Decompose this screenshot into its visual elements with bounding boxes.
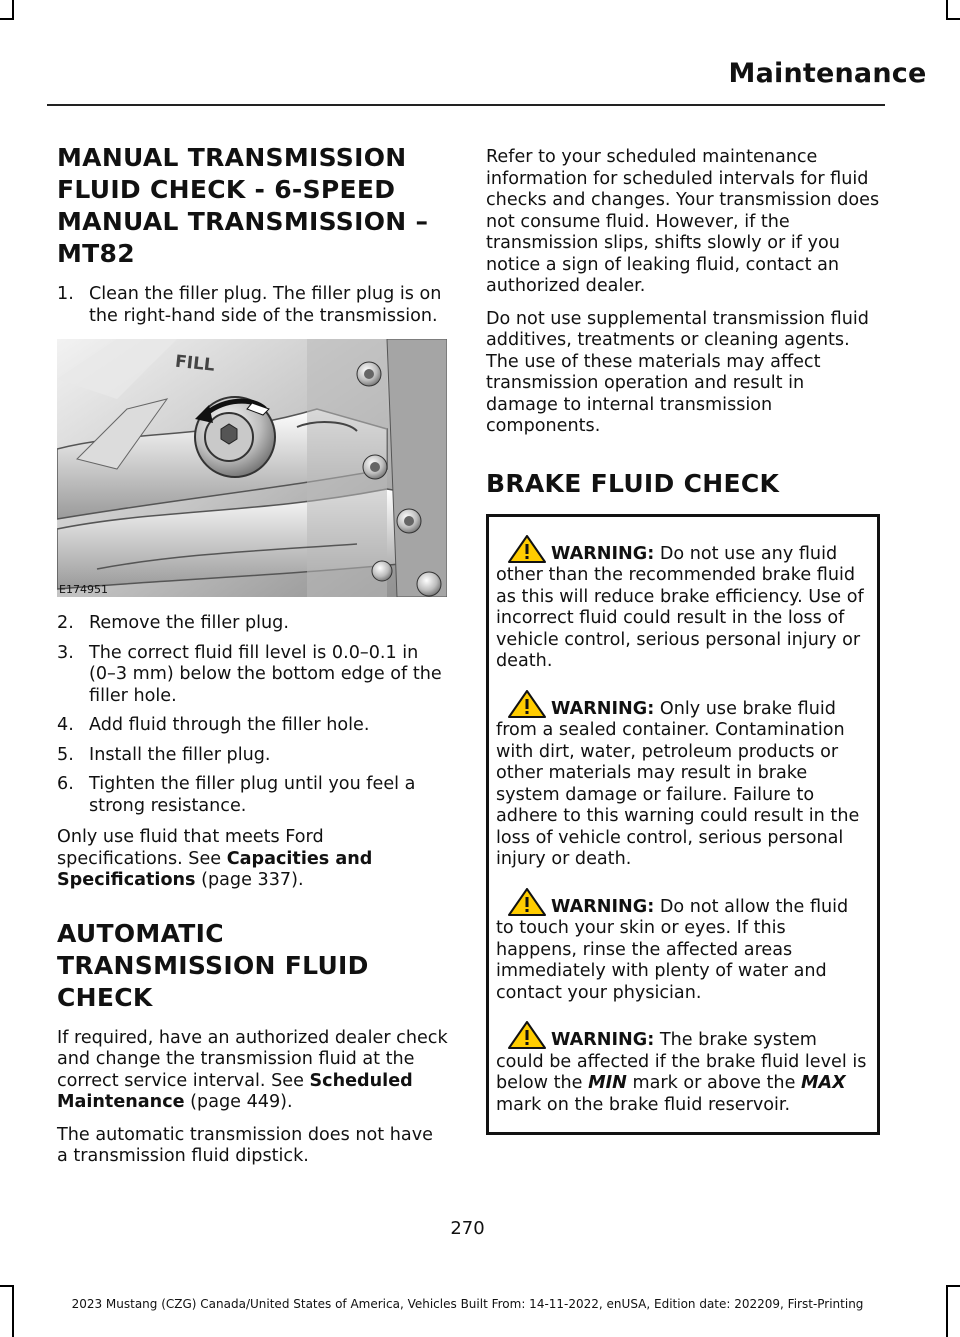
crop-mark	[946, 0, 948, 20]
max-mark: MAX	[801, 1073, 846, 1093]
scheduled-intervals-paragraph: Refer to your scheduled maintenance information for scheduled intervals for fluid checks and changes. Your transmission does not consume fluid. However, if the transmission slips, shifts slowly or if you notice a sign of leaking fluid, contact an authorized dealer.	[486, 147, 880, 296]
crop-mark	[946, 18, 960, 20]
crop-mark	[0, 1285, 14, 1287]
crop-mark	[12, 0, 14, 20]
step-item	[57, 643, 449, 708]
crop-mark	[12, 1285, 14, 1337]
brake-fluid-heading: BRAKE FLUID CHECK	[486, 468, 780, 498]
page-header	[0, 58, 930, 89]
dipstick-paragraph: The automatic transmission does not have a transmission fluid dipstick.	[57, 1124, 433, 1166]
warning-item	[496, 535, 870, 673]
warning-triangle-icon	[507, 888, 547, 916]
automatic-transmission-heading: AUTOMATIC TRANSMISSION FLUID CHECK	[57, 918, 369, 1012]
warning-item	[496, 690, 870, 871]
warning-label: WARNING:	[551, 543, 655, 564]
step-text: The correct fluid fill level is 0.0–0.1 in (0–3 mm) below the bottom edge of the filler hole.	[89, 642, 442, 706]
warning-label: WARNING:	[551, 698, 655, 719]
step-number: 2.	[57, 613, 74, 633]
step-number: 1.	[57, 284, 74, 304]
section-title: Maintenance	[728, 58, 927, 89]
spec-page-ref: (page 337).	[195, 870, 304, 890]
step-item	[57, 774, 449, 817]
left-column	[57, 142, 449, 1179]
spec-paragraph	[57, 827, 449, 892]
warning-text: Only use brake fluid from a sealed container. Contamination with dirt, water, petroleum products or other materials may result in brake system damage or failure. Failure to adhere to this warning could result in the loss of vehicle control, serious personal injury or death.	[496, 698, 860, 869]
right-column	[486, 142, 880, 1135]
min-mark: MIN	[588, 1073, 627, 1093]
crop-mark	[0, 18, 14, 20]
scheduled-maintenance-link[interactable]: Scheduled Maintenance	[57, 1070, 413, 1112]
step-text: Remove the filler plug.	[89, 613, 289, 633]
warning-item	[496, 888, 870, 1005]
warning-text: Do not allow the fluid to touch your skin or eyes. If this happens, rinse the affected areas immediately with plenty of water and contact your physician.	[496, 896, 849, 1003]
step-number: 5.	[57, 744, 74, 765]
step-item	[57, 613, 449, 635]
warning-triangle-icon	[507, 1021, 547, 1049]
header-rule	[47, 104, 885, 106]
manual-transmission-heading: MANUAL TRANSMISSION FLUID CHECK - 6-SPEED MANUAL TRANSMISSION – MT82	[57, 143, 429, 268]
step-number: 3.	[57, 642, 74, 663]
page-number: 270	[450, 1218, 485, 1239]
filler-plug-illustration	[57, 339, 447, 597]
warning-label: WARNING:	[551, 1030, 655, 1050]
warning-item	[496, 1021, 870, 1116]
figure-code: E174951	[59, 583, 108, 596]
step-text: Add fluid through the filler hole.	[89, 715, 370, 735]
step-number: 4.	[57, 715, 74, 735]
warning-label: WARNING:	[551, 896, 655, 917]
warning-triangle-icon	[507, 535, 547, 563]
capacities-link[interactable]: Capacities and Specifications	[57, 848, 373, 890]
warning-box	[486, 514, 880, 1136]
additives-paragraph: Do not use supplemental transmission fluid additives, treatments or cleaning agents. The use of these materials may affect transmission operation and result in damage to internal transmission components.	[486, 308, 869, 436]
step-text: Clean the filler plug. The filler plug is on the right-hand side of the transmission.	[89, 284, 442, 326]
steps-list-b	[57, 613, 449, 817]
step-item	[57, 715, 449, 737]
step-text: Install the filler plug.	[89, 744, 271, 765]
auto-page-ref: (page 449).	[184, 1092, 293, 1112]
auto-text: If required, have an authorized dealer check and change the transmission fluid at the correct service interval. See	[57, 1027, 448, 1091]
warning-text: mark on the brake fluid reservoir.	[496, 1094, 791, 1115]
fill-label: FILL	[174, 351, 216, 376]
step-number: 6.	[57, 774, 74, 794]
auto-paragraph	[57, 1028, 449, 1114]
crop-mark	[946, 1285, 960, 1287]
step-text: Tighten the filler plug until you feel a strong resistance.	[89, 774, 416, 816]
warning-text: The brake system could be affected if the brake fluid level is below the	[496, 1030, 867, 1093]
crop-mark	[946, 1285, 948, 1337]
page-number-row	[0, 1218, 935, 1239]
transmission-drawing	[57, 339, 447, 597]
step-item	[57, 284, 449, 327]
warning-text: Do not use any fluid other than the recommended brake fluid as this will reduce brake efficiency. Use of incorrect fluid could result in the loss of vehicle control, serious personal injury or death.	[496, 543, 864, 671]
steps-list-a	[57, 284, 449, 327]
warning-text: mark or above the	[626, 1073, 801, 1093]
document-footer: 2023 Mustang (CZG) Canada/United States of America, Vehicles Built From: 14-11-2022, enUSA, Edition date: 202209, First-Printing	[71, 1297, 864, 1311]
spec-text: Only use fluid that meets Ford specifications. See	[57, 827, 324, 869]
warning-triangle-icon	[507, 690, 547, 718]
step-item	[57, 745, 449, 767]
